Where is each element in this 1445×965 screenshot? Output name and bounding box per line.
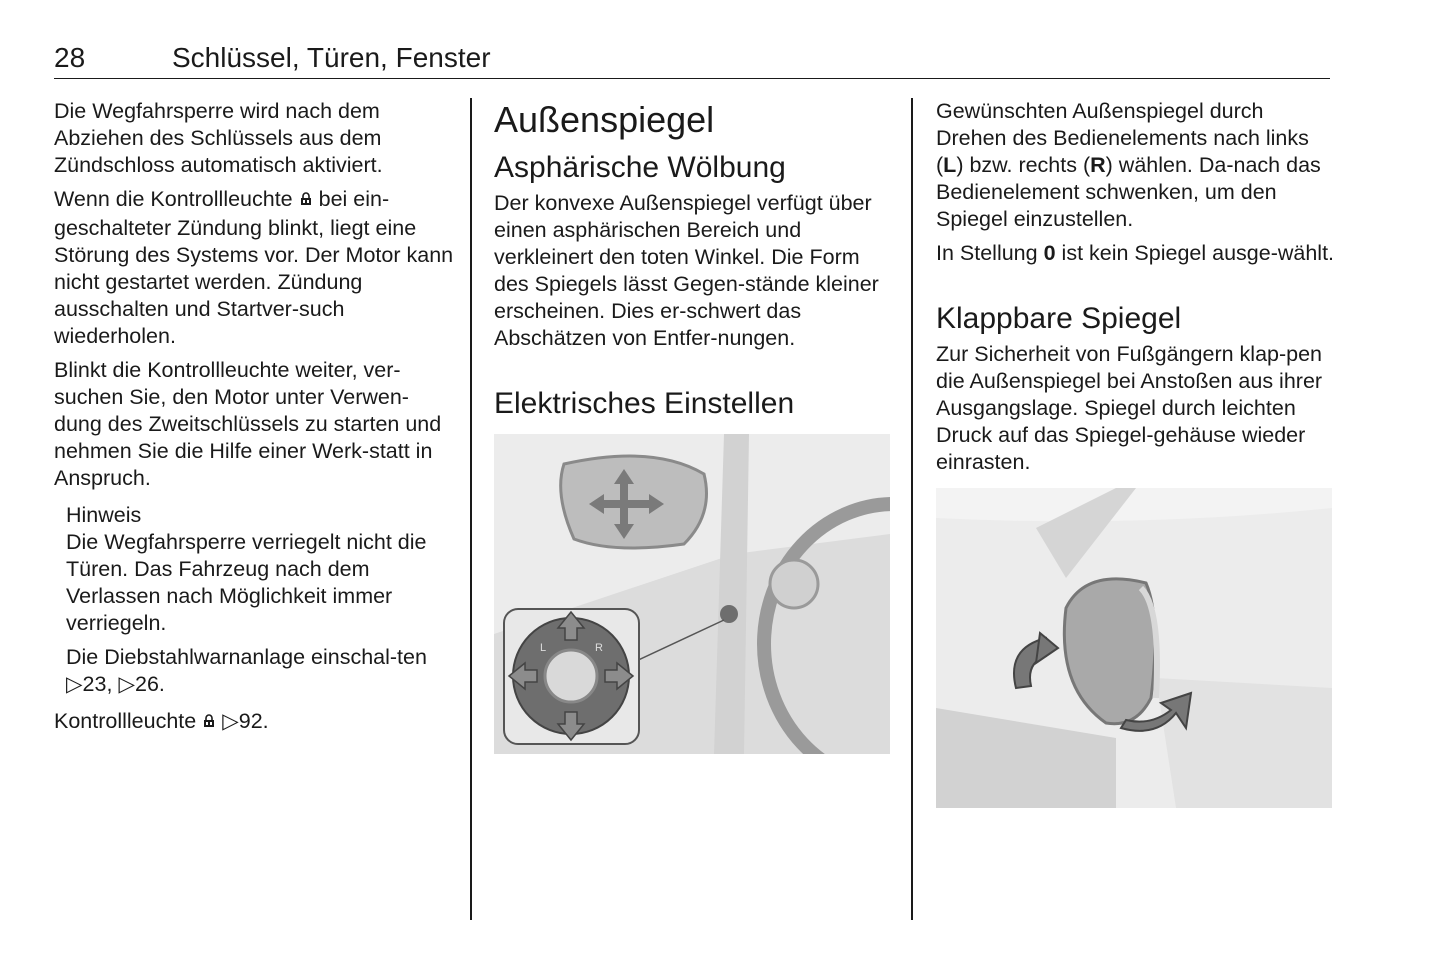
paragraph: Gewünschten Außenspiegel durch Drehen des Bedienelements nach links (L) bzw. rechts (R) wählen. Da-nach das Bedienelement schwenken, um den Spiegel einzustellen.: [936, 99, 1321, 231]
column-middle: [494, 98, 894, 754]
paragraph: In Stellung 0 ist kein Spiegel ausge-wählt.: [936, 241, 1335, 265]
page-header: [54, 40, 1330, 79]
column-divider: [470, 98, 472, 920]
mirror-control-figure: [494, 434, 890, 754]
section-title: Außenspiegel: [494, 99, 715, 140]
note-text: Die Wegfahrsperre verriegelt nicht die Türen. Das Fahrzeug nach dem Verlassen nach Möglichkeit immer verriegeln.: [66, 530, 427, 635]
column-divider: [911, 98, 913, 920]
chapter-title: Schlüssel, Türen, Fenster: [172, 42, 491, 73]
page-number: 28: [54, 42, 86, 73]
note-box: [66, 502, 454, 698]
note-text: Die Diebstahlwarnanlage einschal-ten ▷23, ▷26.: [66, 645, 427, 696]
subsection-title: Asphärische Wölbung: [494, 151, 786, 184]
paragraph: Zur Sicherheit von Fußgängern klap-pen die Außenspiegel bei Anstoßen aus ihrer Ausgangslage. Spiegel durch leichten Druck auf das Spiegel-gehäuse wieder einrasten.: [936, 342, 1323, 474]
left-label: L: [540, 642, 547, 654]
lock-car-icon: [202, 710, 216, 737]
paragraph: Der konvexe Außenspiegel verfügt über einen asphärischen Bereich und verkleinert den toten Winkel. Die Form des Spiegels lässt Gegen-stände kleiner erscheinen. Dies er-schwert das Abschätzen von Entfer-nungen.: [494, 191, 879, 350]
page-reference-icon: ▷: [118, 672, 135, 696]
lock-car-icon: [299, 188, 313, 215]
paragraph: Die Wegfahrsperre wird nach dem Abziehen des Schlüssels aus dem Zündschloss automatisch aktiviert.: [54, 99, 383, 177]
page-reference[interactable]: 92: [238, 709, 263, 733]
right-label: R: [595, 642, 603, 654]
subsection-title: Elektrisches Einstellen: [494, 387, 795, 420]
page-reference[interactable]: 26: [134, 672, 159, 696]
paragraph: Blinkt die Kontrollleuchte weiter, ver-suchen Sie, den Motor unter Verwen-dung des Zweitschlüssels zu starten und nehmen Sie die Hilfe einer Werk-statt in Anspruch.: [54, 358, 442, 490]
note-title: Hinweis: [66, 503, 142, 527]
column-right: [936, 98, 1336, 808]
page-reference[interactable]: 23: [82, 672, 107, 696]
paragraph: Kontrollleuchte ▷92.: [54, 708, 454, 737]
column-left: [54, 98, 454, 744]
subsection-title: Klappbare Spiegel: [936, 302, 1182, 335]
page-reference-icon: ▷: [66, 672, 83, 696]
paragraph: Wenn die Kontrollleuchte bei ein-geschalteter Zündung blinkt, liegt eine Störung des Systems vor. Der Motor kann nicht gestartet werden. Zündung ausschalten und Startver-such wiederholen.: [54, 187, 454, 348]
page-reference-icon: ▷: [222, 709, 239, 733]
folding-mirror-figure: [936, 488, 1332, 808]
